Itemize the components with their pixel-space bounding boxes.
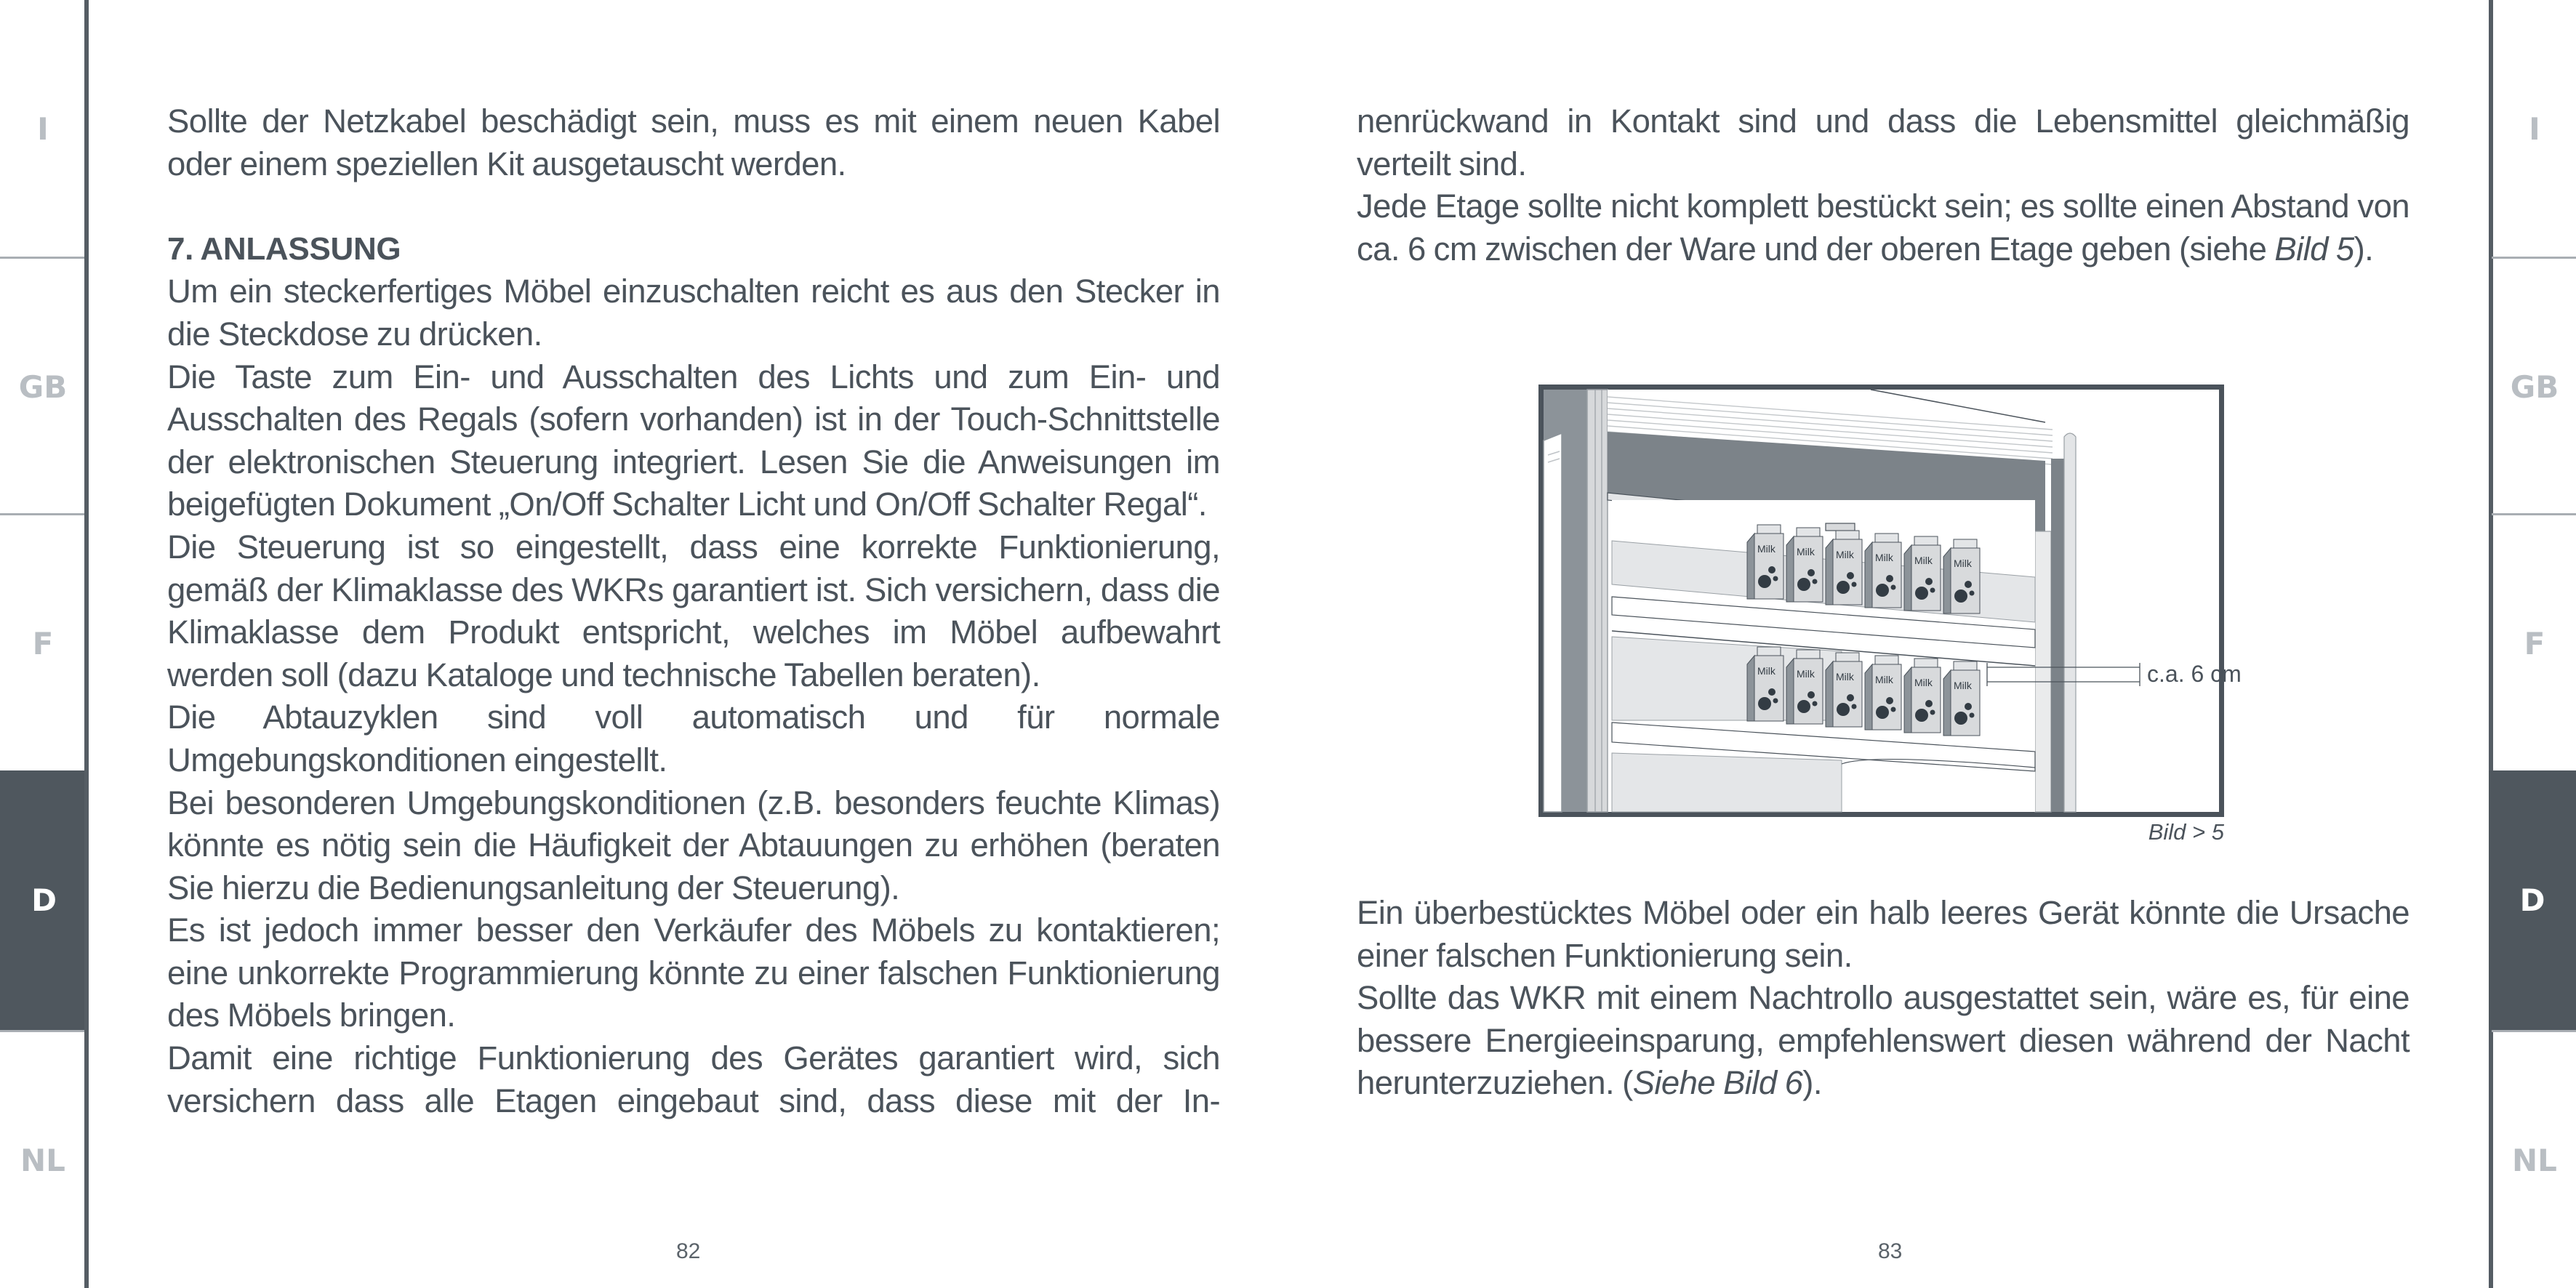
milk-carton xyxy=(1826,653,1862,727)
light-clip xyxy=(1826,523,1855,531)
milk-carton-label: Milk xyxy=(1836,671,1854,683)
milk-carton xyxy=(1943,539,1980,613)
refrigerator-shelf-illustration xyxy=(1544,390,2242,812)
language-tab-f[interactable] xyxy=(2493,515,2576,772)
language-tab-d[interactable] xyxy=(0,770,88,1030)
left-page-column xyxy=(167,100,1220,1122)
rail-line xyxy=(84,0,89,1288)
paragraph: Ein überbestücktes Möbel oder ein halb leeres Gerät könnte die Ursache einer falschen Funktionierung sein. xyxy=(1357,894,2410,974)
language-tab-d[interactable] xyxy=(2489,770,2576,1030)
tab-label: NL xyxy=(20,1142,65,1178)
section-heading: 7. ANLASSUNG xyxy=(167,230,401,267)
paragraph-figure-reference xyxy=(1357,977,2410,1105)
language-tab-i[interactable] xyxy=(2493,0,2576,257)
milk-carton-label: Milk xyxy=(1757,665,1775,677)
milk-carton-label: Milk xyxy=(1875,552,1893,563)
tab-label: I xyxy=(2529,110,2540,147)
language-tab-f[interactable] xyxy=(0,515,86,772)
paragraph: Die Abtauzyklen sind voll automatisch und für normale Umgebungskonditionen eingestellt. xyxy=(167,699,1220,778)
milk-carton-label: Milk xyxy=(1954,558,1972,569)
inner-post xyxy=(2035,531,2051,812)
figure-bild-5 xyxy=(1538,385,2242,817)
tab-label: F xyxy=(2524,625,2545,661)
milk-carton xyxy=(1747,647,1783,721)
tab-label: GB xyxy=(18,369,68,405)
milk-carton xyxy=(1904,536,1941,611)
paragraph: nenrückwand in Kontakt sind und dass die Lebensmittel gleichmäßig verteilt sind. xyxy=(1357,102,2410,182)
milk-carton-label: Milk xyxy=(1797,668,1815,680)
milk-carton xyxy=(1865,534,1901,608)
right-page-column-bottom xyxy=(1357,892,2410,1105)
milk-carton xyxy=(1747,525,1783,599)
milk-carton xyxy=(1904,659,1941,733)
tab-label: NL xyxy=(2512,1142,2557,1178)
language-tab-gb[interactable] xyxy=(0,258,86,515)
dimension-label: c.a. 6 cm xyxy=(2147,661,2242,687)
page-number-right: 83 xyxy=(1878,1239,1903,1263)
paragraph: Damit eine richtige Funktionierung des Gerätes garantiert wird, sich versichern dass alle Etagen eingebaut sind, dass diese mit der In- xyxy=(167,1039,1220,1119)
paragraph: Bei besonderen Umgebungskonditionen (z.B. besonders feuchte Klimas) könnte es nötig sein die Häufigkeit der Abtauungen zu erhöhen (beraten Sie hierzu die Bedienungsanleitung der Steuerung). xyxy=(167,784,1220,906)
milk-carton-label: Milk xyxy=(1875,674,1893,685)
milk-carton xyxy=(1826,531,1862,605)
paragraph-text-end: ). xyxy=(2354,230,2374,267)
milk-carton-label: Milk xyxy=(1836,549,1854,560)
paragraph: Die Steuerung ist so eingestellt, dass eine korrekte Funktionierung, gemäß der Klimaklasse des WKRs garantiert ist. Sich versichern, dass die Klimaklasse dem Produkt entspricht, welches im Möbel aufbewahrt werden soll (dazu Kataloge und technische Tabellen beraten). xyxy=(167,528,1220,693)
language-tab-i[interactable] xyxy=(0,0,86,257)
language-tab-gb[interactable] xyxy=(2493,258,2576,515)
paragraph-text: Jede Etage sollte nicht komplett bestückt sein; es sollte einen Abstand von ca. 6 cm zwischen der Ware und der oberen Etage geben (siehe xyxy=(1357,188,2410,267)
right-frame xyxy=(2064,433,2076,812)
paragraph: Es ist jedoch immer besser den Verkäufer des Möbels zu kontaktieren; eine unkorrekte Programmierung könnte zu einer falschen Funktionierung des Möbels bringen. xyxy=(167,911,1220,1034)
figure-reference: Siehe Bild 6 xyxy=(1632,1064,1803,1102)
milk-carton xyxy=(1786,650,1823,724)
tab-label: GB xyxy=(2510,369,2559,405)
language-tab-nl[interactable] xyxy=(0,1032,86,1288)
milk-carton-label: Milk xyxy=(1914,555,1933,566)
paragraph-intro: Sollte der Netzkabel beschädigt sein, muss es mit einem neuen Kabel oder einem speziellen Kit ausgetauscht werden. xyxy=(167,102,1220,182)
tab-label: D xyxy=(31,882,57,918)
paragraph-text: Sollte das WKR mit einem Nachtrollo ausgestattet sein, wäre es, für eine bessere Energieeinsparung, empfehlenswert diesen während der Nacht herunterzuziehen. ( xyxy=(1357,979,2410,1102)
front-post xyxy=(1587,390,1608,812)
figure-reference: Bild 5 xyxy=(2274,230,2354,267)
milk-carton-label: Milk xyxy=(1954,680,1972,691)
tab-label: F xyxy=(32,625,54,661)
adjacent-unit xyxy=(1544,433,1562,812)
milk-carton-label: Milk xyxy=(1757,543,1775,555)
right-page-column-top xyxy=(1357,100,2410,270)
tab-label: I xyxy=(37,110,49,147)
figure-caption: Bild > 5 xyxy=(2148,819,2224,845)
milk-carton-label: Milk xyxy=(1797,546,1815,558)
milk-carton-label: Milk xyxy=(1914,677,1933,688)
paragraph-text-end: ). xyxy=(1802,1064,1822,1102)
milk-carton xyxy=(1865,656,1901,730)
tab-label: D xyxy=(2519,882,2545,918)
paragraph-figure-reference xyxy=(1357,185,2410,270)
paragraph: Die Taste zum Ein- und Ausschalten des Lichts und zum Ein- und Ausschalten des Regals (sofern vorhanden) ist in der Touch-Schnittstelle der elektronischen Steuerung integriert. Lesen Sie die Anweisungen im beigefügten Dokument „On/Off Schalter Licht und On/Off Schalter Regal“. xyxy=(167,358,1220,523)
page-number-left: 82 xyxy=(676,1239,701,1263)
milk-carton xyxy=(1943,661,1980,736)
language-tab-nl[interactable] xyxy=(2493,1032,2576,1288)
paragraph: Um ein steckerfertiges Möbel einzuschalten reicht es aus den Stecker in die Steckdose zu drücken. xyxy=(167,273,1220,353)
milk-carton xyxy=(1786,528,1823,602)
